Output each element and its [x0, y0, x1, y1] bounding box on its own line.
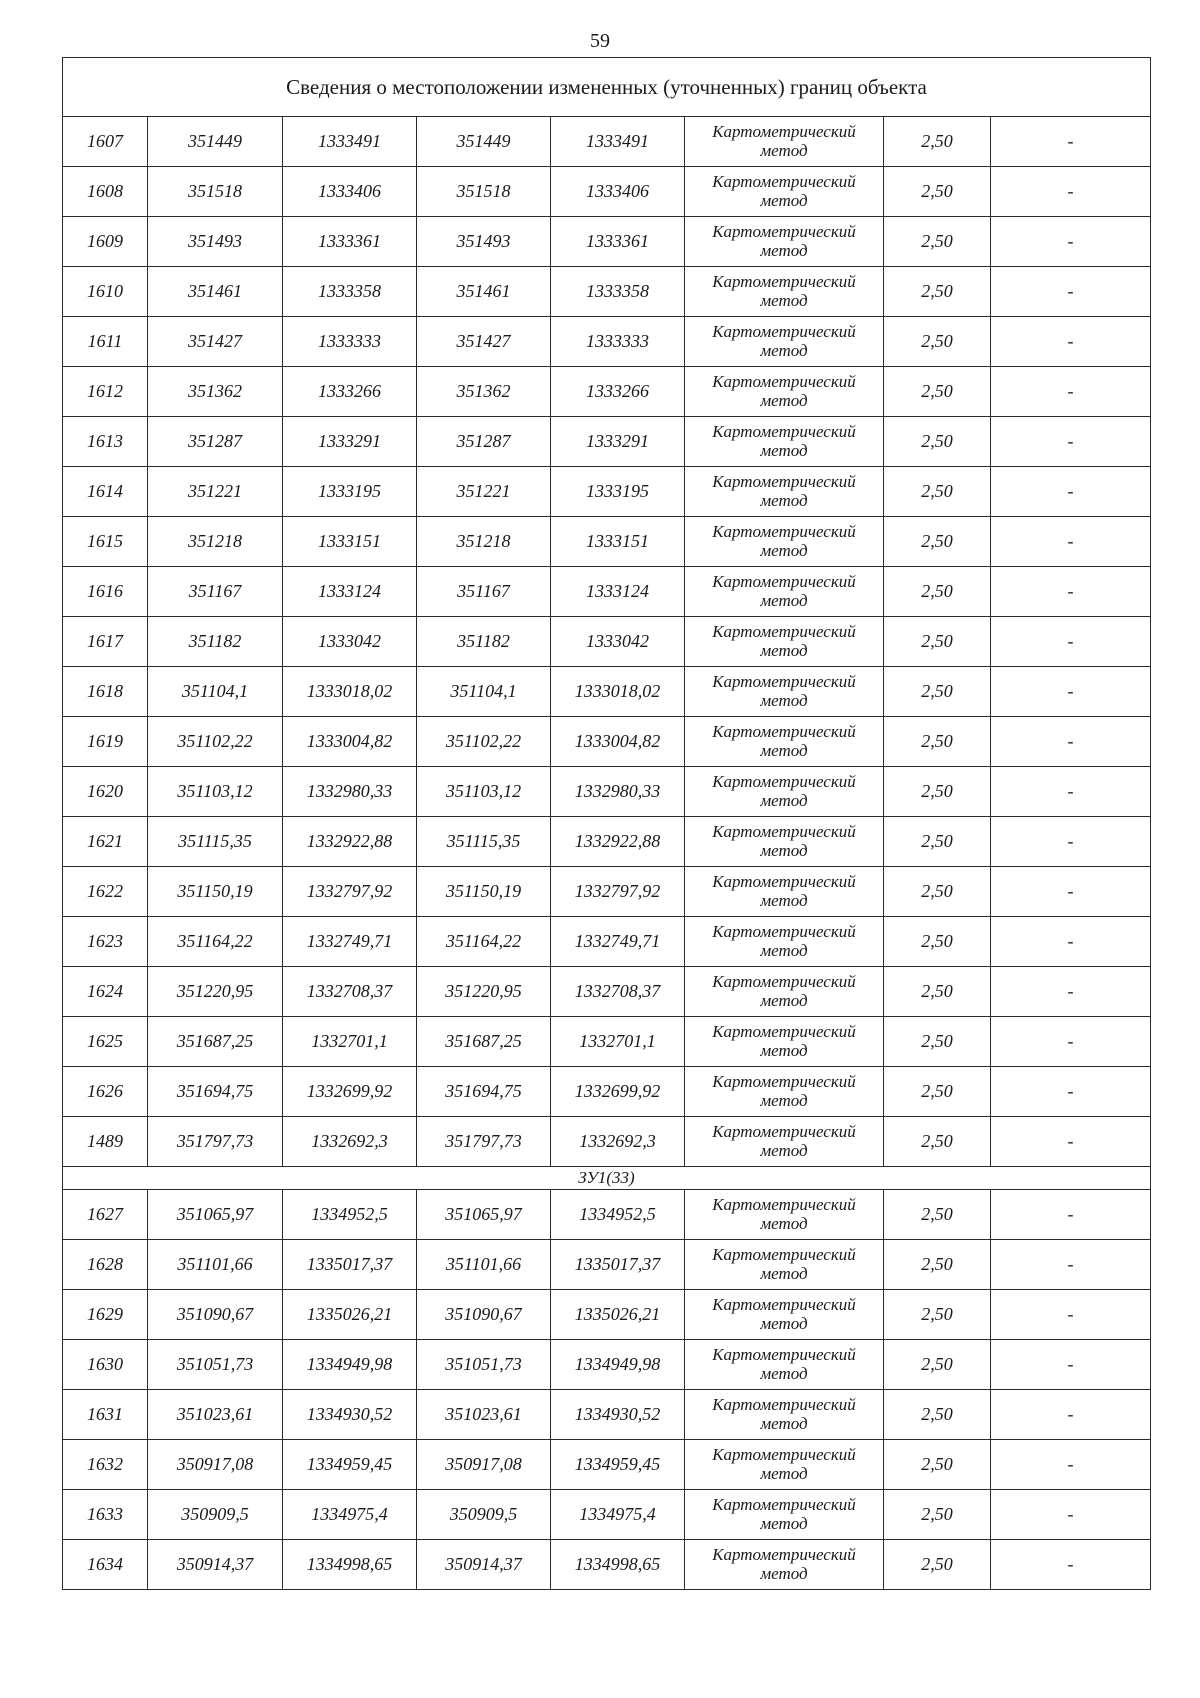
notes-cell: - [991, 267, 1151, 317]
x-refined-cell: 351493 [417, 217, 551, 267]
accuracy-cell: 2,50 [884, 167, 991, 217]
table-title: Сведения о местоположении измененных (уточненных) границ объекта [63, 58, 1151, 117]
accuracy-cell: 2,50 [884, 1190, 991, 1240]
y-refined-cell: 1333291 [551, 417, 685, 467]
method-cell: Картометрический метод [685, 1017, 884, 1067]
x-existing-cell: 351218 [148, 517, 283, 567]
y-existing-cell: 1332701,1 [283, 1017, 417, 1067]
method-cell: Картометрический метод [685, 1490, 884, 1540]
notes-cell: - [991, 217, 1151, 267]
table-row [63, 117, 1151, 167]
point-number-cell: 1608 [63, 167, 148, 217]
method-cell: Картометрический метод [685, 817, 884, 867]
point-number-cell: 1611 [63, 317, 148, 367]
x-refined-cell: 350909,5 [417, 1490, 551, 1540]
point-number-cell: 1632 [63, 1440, 148, 1490]
y-existing-cell: 1332692,3 [283, 1117, 417, 1167]
y-refined-cell: 1332797,92 [551, 867, 685, 917]
y-existing-cell: 1333266 [283, 367, 417, 417]
y-refined-cell: 1334959,45 [551, 1440, 685, 1490]
y-refined-cell: 1333042 [551, 617, 685, 667]
y-existing-cell: 1334975,4 [283, 1490, 417, 1540]
table-row [63, 317, 1151, 367]
x-refined-cell: 351103,12 [417, 767, 551, 817]
table-row [63, 517, 1151, 567]
y-existing-cell: 1333018,02 [283, 667, 417, 717]
y-refined-cell: 1332749,71 [551, 917, 685, 967]
accuracy-cell: 2,50 [884, 917, 991, 967]
table-row [63, 167, 1151, 217]
x-existing-cell: 351461 [148, 267, 283, 317]
point-number-cell: 1613 [63, 417, 148, 467]
accuracy-cell: 2,50 [884, 467, 991, 517]
table-title-row [63, 58, 1151, 117]
y-refined-cell: 1333333 [551, 317, 685, 367]
notes-cell: - [991, 317, 1151, 367]
y-refined-cell: 1333151 [551, 517, 685, 567]
accuracy-cell: 2,50 [884, 1067, 991, 1117]
table-row [63, 217, 1151, 267]
notes-cell: - [991, 817, 1151, 867]
y-existing-cell: 1333151 [283, 517, 417, 567]
x-existing-cell: 350909,5 [148, 1490, 283, 1540]
x-existing-cell: 351694,75 [148, 1067, 283, 1117]
notes-cell: - [991, 717, 1151, 767]
x-existing-cell: 351167 [148, 567, 283, 617]
point-number-cell: 1622 [63, 867, 148, 917]
notes-cell: - [991, 467, 1151, 517]
y-existing-cell: 1334952,5 [283, 1190, 417, 1240]
table-row [63, 1290, 1151, 1340]
point-number-cell: 1489 [63, 1117, 148, 1167]
table-row [63, 917, 1151, 967]
y-existing-cell: 1333195 [283, 467, 417, 517]
method-cell: Картометрический метод [685, 567, 884, 617]
x-existing-cell: 351449 [148, 117, 283, 167]
x-existing-cell: 351065,97 [148, 1190, 283, 1240]
point-number-cell: 1629 [63, 1290, 148, 1340]
x-refined-cell: 351449 [417, 117, 551, 167]
x-refined-cell: 351797,73 [417, 1117, 551, 1167]
table-row [63, 667, 1151, 717]
y-refined-cell: 1333266 [551, 367, 685, 417]
y-refined-cell: 1332980,33 [551, 767, 685, 817]
x-refined-cell: 351023,61 [417, 1390, 551, 1440]
x-existing-cell: 350914,37 [148, 1540, 283, 1590]
x-refined-cell: 351167 [417, 567, 551, 617]
x-refined-cell: 351090,67 [417, 1290, 551, 1340]
y-existing-cell: 1332980,33 [283, 767, 417, 817]
accuracy-cell: 2,50 [884, 517, 991, 567]
point-number-cell: 1627 [63, 1190, 148, 1240]
x-existing-cell: 351051,73 [148, 1340, 283, 1390]
table-row [63, 1240, 1151, 1290]
notes-cell: - [991, 1340, 1151, 1390]
notes-cell: - [991, 667, 1151, 717]
point-number-cell: 1634 [63, 1540, 148, 1590]
y-refined-cell: 1332699,92 [551, 1067, 685, 1117]
y-existing-cell: 1332749,71 [283, 917, 417, 967]
accuracy-cell: 2,50 [884, 767, 991, 817]
y-existing-cell: 1333124 [283, 567, 417, 617]
x-existing-cell: 351220,95 [148, 967, 283, 1017]
method-cell: Картометрический метод [685, 1390, 884, 1440]
table-row [63, 767, 1151, 817]
accuracy-cell: 2,50 [884, 117, 991, 167]
y-existing-cell: 1332708,37 [283, 967, 417, 1017]
x-existing-cell: 351104,1 [148, 667, 283, 717]
x-refined-cell: 351218 [417, 517, 551, 567]
notes-cell: - [991, 117, 1151, 167]
method-cell: Картометрический метод [685, 1240, 884, 1290]
y-refined-cell: 1335017,37 [551, 1240, 685, 1290]
y-existing-cell: 1333491 [283, 117, 417, 167]
y-refined-cell: 1334952,5 [551, 1190, 685, 1240]
boundary-coordinates-table [62, 57, 1151, 1590]
y-refined-cell: 1332922,88 [551, 817, 685, 867]
point-number-cell: 1617 [63, 617, 148, 667]
method-cell: Картометрический метод [685, 1540, 884, 1590]
table-row [63, 1340, 1151, 1390]
x-refined-cell: 351051,73 [417, 1340, 551, 1390]
point-number-cell: 1633 [63, 1490, 148, 1540]
x-refined-cell: 351102,22 [417, 717, 551, 767]
x-refined-cell: 350914,37 [417, 1540, 551, 1590]
method-cell: Картометрический метод [685, 517, 884, 567]
y-refined-cell: 1334949,98 [551, 1340, 685, 1390]
y-refined-cell: 1333004,82 [551, 717, 685, 767]
x-existing-cell: 351362 [148, 367, 283, 417]
y-existing-cell: 1333042 [283, 617, 417, 667]
section-label: ЗУ1(33) [63, 1167, 1151, 1190]
point-number-cell: 1621 [63, 817, 148, 867]
accuracy-cell: 2,50 [884, 1440, 991, 1490]
notes-cell: - [991, 1390, 1151, 1440]
accuracy-cell: 2,50 [884, 267, 991, 317]
method-cell: Картометрический метод [685, 767, 884, 817]
y-refined-cell: 1334975,4 [551, 1490, 685, 1540]
method-cell: Картометрический метод [685, 1290, 884, 1340]
x-refined-cell: 351101,66 [417, 1240, 551, 1290]
point-number-cell: 1607 [63, 117, 148, 167]
x-refined-cell: 351065,97 [417, 1190, 551, 1240]
x-refined-cell: 351150,19 [417, 867, 551, 917]
notes-cell: - [991, 1117, 1151, 1167]
point-number-cell: 1615 [63, 517, 148, 567]
table-row [63, 967, 1151, 1017]
point-number-cell: 1624 [63, 967, 148, 1017]
point-number-cell: 1612 [63, 367, 148, 417]
accuracy-cell: 2,50 [884, 1340, 991, 1390]
accuracy-cell: 2,50 [884, 1290, 991, 1340]
x-refined-cell: 351221 [417, 467, 551, 517]
table-row [63, 1390, 1151, 1440]
notes-cell: - [991, 367, 1151, 417]
y-existing-cell: 1334930,52 [283, 1390, 417, 1440]
y-refined-cell: 1333124 [551, 567, 685, 617]
y-refined-cell: 1332692,3 [551, 1117, 685, 1167]
x-existing-cell: 351182 [148, 617, 283, 667]
point-number-cell: 1630 [63, 1340, 148, 1390]
x-refined-cell: 350917,08 [417, 1440, 551, 1490]
x-existing-cell: 351090,67 [148, 1290, 283, 1340]
y-existing-cell: 1334959,45 [283, 1440, 417, 1490]
y-refined-cell: 1334998,65 [551, 1540, 685, 1590]
table-row [63, 1440, 1151, 1490]
point-number-cell: 1618 [63, 667, 148, 717]
notes-cell: - [991, 417, 1151, 467]
table-row [63, 1067, 1151, 1117]
method-cell: Картометрический метод [685, 467, 884, 517]
x-existing-cell: 351150,19 [148, 867, 283, 917]
notes-cell: - [991, 1440, 1151, 1490]
y-existing-cell: 1334998,65 [283, 1540, 417, 1590]
x-existing-cell: 351115,35 [148, 817, 283, 867]
x-refined-cell: 351461 [417, 267, 551, 317]
point-number-cell: 1609 [63, 217, 148, 267]
y-existing-cell: 1333004,82 [283, 717, 417, 767]
accuracy-cell: 2,50 [884, 967, 991, 1017]
section-row [63, 1167, 1151, 1190]
y-refined-cell: 1332708,37 [551, 967, 685, 1017]
x-refined-cell: 351220,95 [417, 967, 551, 1017]
table-row [63, 1117, 1151, 1167]
y-existing-cell: 1332922,88 [283, 817, 417, 867]
y-refined-cell: 1333195 [551, 467, 685, 517]
notes-cell: - [991, 867, 1151, 917]
method-cell: Картометрический метод [685, 167, 884, 217]
notes-cell: - [991, 767, 1151, 817]
x-existing-cell: 351101,66 [148, 1240, 283, 1290]
notes-cell: - [991, 567, 1151, 617]
x-refined-cell: 351182 [417, 617, 551, 667]
accuracy-cell: 2,50 [884, 817, 991, 867]
y-existing-cell: 1333333 [283, 317, 417, 367]
table-row [63, 1540, 1151, 1590]
accuracy-cell: 2,50 [884, 1117, 991, 1167]
x-refined-cell: 351362 [417, 367, 551, 417]
y-existing-cell: 1333361 [283, 217, 417, 267]
table-row [63, 617, 1151, 667]
table-row [63, 567, 1151, 617]
method-cell: Картометрический метод [685, 1117, 884, 1167]
point-number-cell: 1614 [63, 467, 148, 517]
x-existing-cell: 351427 [148, 317, 283, 367]
accuracy-cell: 2,50 [884, 1240, 991, 1290]
accuracy-cell: 2,50 [884, 217, 991, 267]
method-cell: Картометрический метод [685, 417, 884, 467]
method-cell: Картометрический метод [685, 367, 884, 417]
notes-cell: - [991, 1490, 1151, 1540]
x-existing-cell: 351797,73 [148, 1117, 283, 1167]
x-existing-cell: 351023,61 [148, 1390, 283, 1440]
table-row [63, 1017, 1151, 1067]
y-existing-cell: 1333406 [283, 167, 417, 217]
x-refined-cell: 351104,1 [417, 667, 551, 717]
point-number-cell: 1619 [63, 717, 148, 767]
y-existing-cell: 1332797,92 [283, 867, 417, 917]
accuracy-cell: 2,50 [884, 367, 991, 417]
table-row [63, 417, 1151, 467]
y-refined-cell: 1333491 [551, 117, 685, 167]
x-refined-cell: 351518 [417, 167, 551, 217]
point-number-cell: 1626 [63, 1067, 148, 1117]
notes-cell: - [991, 1017, 1151, 1067]
x-existing-cell: 351493 [148, 217, 283, 267]
y-refined-cell: 1333018,02 [551, 667, 685, 717]
table-row [63, 267, 1151, 317]
x-existing-cell: 351287 [148, 417, 283, 467]
x-existing-cell: 351518 [148, 167, 283, 217]
point-number-cell: 1628 [63, 1240, 148, 1290]
x-refined-cell: 351427 [417, 317, 551, 367]
table-row [63, 367, 1151, 417]
method-cell: Картометрический метод [685, 117, 884, 167]
table-row [63, 1490, 1151, 1540]
notes-cell: - [991, 967, 1151, 1017]
method-cell: Картометрический метод [685, 967, 884, 1017]
method-cell: Картометрический метод [685, 1190, 884, 1240]
notes-cell: - [991, 1540, 1151, 1590]
x-refined-cell: 351694,75 [417, 1067, 551, 1117]
x-refined-cell: 351687,25 [417, 1017, 551, 1067]
y-existing-cell: 1332699,92 [283, 1067, 417, 1117]
notes-cell: - [991, 167, 1151, 217]
point-number-cell: 1631 [63, 1390, 148, 1440]
notes-cell: - [991, 1290, 1151, 1340]
accuracy-cell: 2,50 [884, 1490, 991, 1540]
y-existing-cell: 1335017,37 [283, 1240, 417, 1290]
method-cell: Картометрический метод [685, 317, 884, 367]
x-existing-cell: 351687,25 [148, 1017, 283, 1067]
point-number-cell: 1625 [63, 1017, 148, 1067]
accuracy-cell: 2,50 [884, 1390, 991, 1440]
accuracy-cell: 2,50 [884, 317, 991, 367]
y-refined-cell: 1332701,1 [551, 1017, 685, 1067]
method-cell: Картометрический метод [685, 1340, 884, 1390]
table-row [63, 467, 1151, 517]
x-refined-cell: 351287 [417, 417, 551, 467]
method-cell: Картометрический метод [685, 217, 884, 267]
point-number-cell: 1610 [63, 267, 148, 317]
x-existing-cell: 350917,08 [148, 1440, 283, 1490]
method-cell: Картометрический метод [685, 1067, 884, 1117]
x-refined-cell: 351164,22 [417, 917, 551, 967]
accuracy-cell: 2,50 [884, 617, 991, 667]
point-number-cell: 1620 [63, 767, 148, 817]
method-cell: Картометрический метод [685, 267, 884, 317]
table-row [63, 1190, 1151, 1240]
notes-cell: - [991, 1190, 1151, 1240]
table-row [63, 717, 1151, 767]
x-existing-cell: 351164,22 [148, 917, 283, 967]
method-cell: Картометрический метод [685, 667, 884, 717]
x-existing-cell: 351103,12 [148, 767, 283, 817]
accuracy-cell: 2,50 [884, 1540, 991, 1590]
x-refined-cell: 351115,35 [417, 817, 551, 867]
notes-cell: - [991, 617, 1151, 667]
accuracy-cell: 2,50 [884, 867, 991, 917]
y-refined-cell: 1333358 [551, 267, 685, 317]
accuracy-cell: 2,50 [884, 417, 991, 467]
y-refined-cell: 1333406 [551, 167, 685, 217]
accuracy-cell: 2,50 [884, 667, 991, 717]
method-cell: Картометрический метод [685, 617, 884, 667]
notes-cell: - [991, 517, 1151, 567]
accuracy-cell: 2,50 [884, 1017, 991, 1067]
y-existing-cell: 1333291 [283, 417, 417, 467]
point-number-cell: 1623 [63, 917, 148, 967]
y-existing-cell: 1333358 [283, 267, 417, 317]
method-cell: Картометрический метод [685, 867, 884, 917]
table-row [63, 867, 1151, 917]
y-existing-cell: 1334949,98 [283, 1340, 417, 1390]
table-row [63, 817, 1151, 867]
notes-cell: - [991, 1067, 1151, 1117]
y-refined-cell: 1334930,52 [551, 1390, 685, 1440]
point-number-cell: 1616 [63, 567, 148, 617]
page-number: 59 [590, 30, 610, 52]
accuracy-cell: 2,50 [884, 567, 991, 617]
method-cell: Картометрический метод [685, 917, 884, 967]
y-existing-cell: 1335026,21 [283, 1290, 417, 1340]
accuracy-cell: 2,50 [884, 717, 991, 767]
y-refined-cell: 1335026,21 [551, 1290, 685, 1340]
method-cell: Картометрический метод [685, 717, 884, 767]
x-existing-cell: 351221 [148, 467, 283, 517]
notes-cell: - [991, 1240, 1151, 1290]
method-cell: Картометрический метод [685, 1440, 884, 1490]
x-existing-cell: 351102,22 [148, 717, 283, 767]
y-refined-cell: 1333361 [551, 217, 685, 267]
notes-cell: - [991, 917, 1151, 967]
